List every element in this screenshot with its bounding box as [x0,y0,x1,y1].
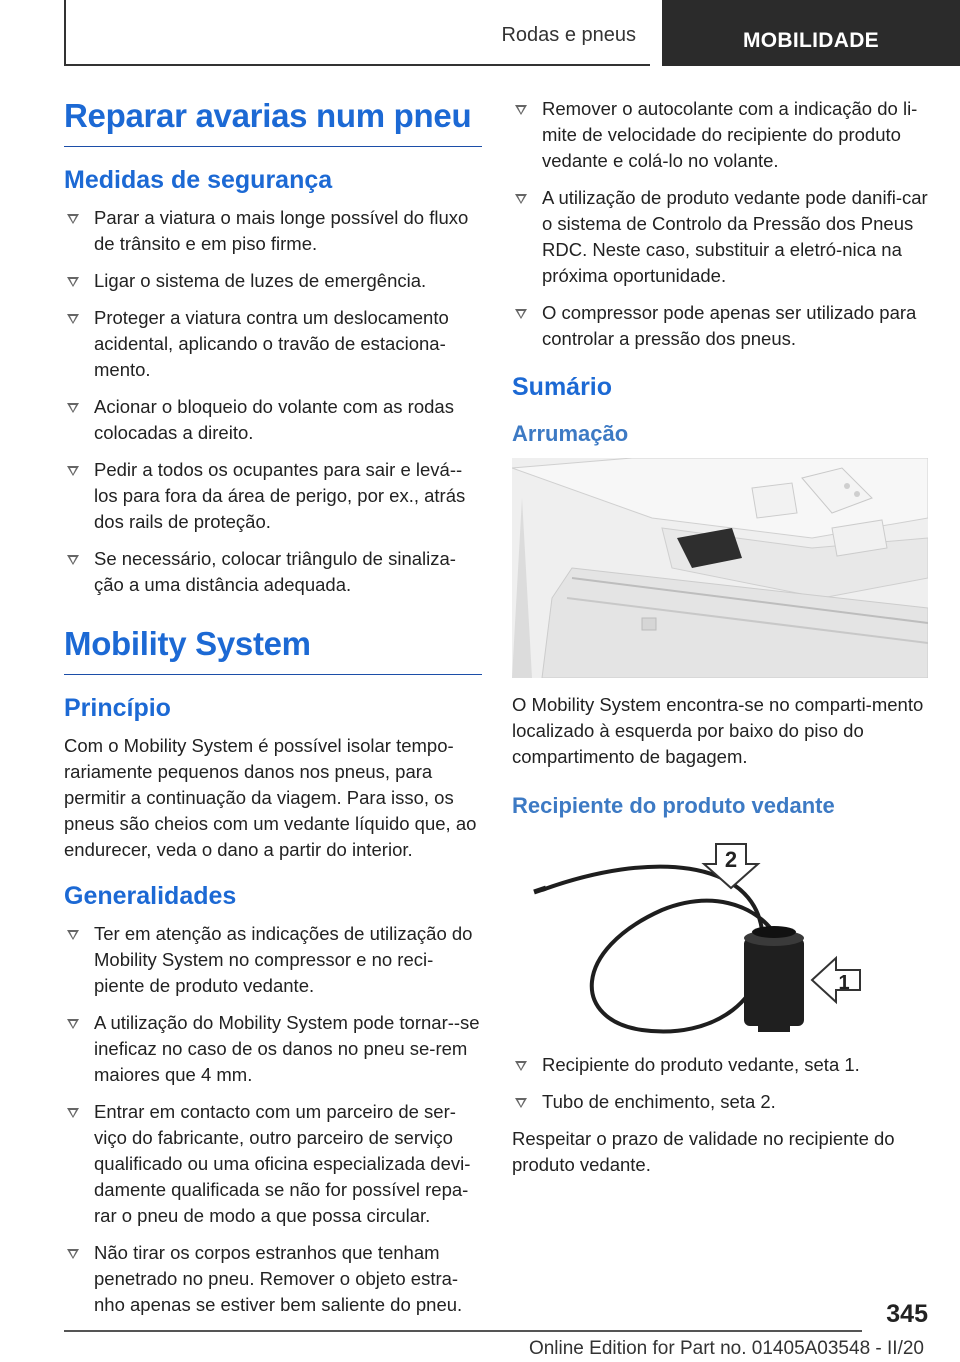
list-item: Ligar o sistema de luzes de emergência. [64,268,482,294]
arrow-1-label: 1 [838,972,850,994]
left-column [64,96,482,1329]
triangle-bullet-icon [515,1098,527,1108]
list-item: A utilização de produto vedante pode danifi-car o sistema de Controlo da Pressão dos Pneus RDC. Neste caso, substituir a eletró-nica na próxima oportunidade. [512,185,928,289]
triangle-bullet-icon [67,930,79,940]
triangle-bullet-icon [515,309,527,319]
sealant-container-diagram [512,830,928,1040]
footer-rule [64,1330,862,1332]
list-item: Não tirar os corpos estranhos que tenham penetrado no pneu. Remover o objeto estra-nho apenas se estiver bem saliente do pneu. [64,1240,482,1318]
list-item: Se necessário, colocar triângulo de sinaliza-ção a uma distância adequada. [64,546,482,598]
triangle-bullet-icon [67,1019,79,1029]
triangle-bullet-icon [67,1108,79,1118]
triangle-bullet-icon [67,1249,79,1259]
right-column [512,96,928,1188]
list-item: Remover o autocolante com a indicação do li-mite de velocidade do recipiente do produto vedante e colá-lo no volante. [512,96,928,174]
list-item: Parar a viatura o mais longe possível do fluxo de trânsito e em piso firme. [64,205,482,257]
list-generalidades [64,921,482,1318]
arrow-2-label: 2 [724,847,738,872]
heading-sumario: Sumário [512,373,613,401]
list-item: O compressor pode apenas ser utilizado para controlar a pressão dos pneus. [512,300,928,352]
heading-arrumacao: Arrumação [512,421,629,446]
triangle-bullet-icon [67,277,79,287]
list-item: Recipiente do produto vedante, seta 1. [512,1052,928,1078]
heading-reparar-avarias: Reparar avarias num pneu [64,96,482,147]
heading-mobility-system: Mobility System [64,624,482,675]
header-chapter-tab: MOBILIDADE [662,0,960,66]
arrow-1-icon [812,958,860,1002]
list-item: Pedir a todos os ocupantes para sair e levá--los para fora da área de perigo, por ex., atrás dos rails de proteção. [64,457,482,535]
heading-principio: Princípio [64,694,171,722]
triangle-bullet-icon [67,555,79,565]
header-bottom-rule [64,64,650,66]
sealant-container-illustration [512,830,928,1040]
trunk-storage-photo [512,458,928,678]
header-section-title: Rodas e pneus [501,24,636,46]
list-item: Tubo de enchimento, seta 2. [512,1089,928,1115]
list-item: A utilização do Mobility System pode tornar--se ineficaz no caso de os danos no pneu se-rem maiores que 4 mm. [64,1010,482,1088]
list-seguranca [64,205,482,598]
list-item: Acionar o bloqueio do volante com as rodas colocadas a direito. [64,394,482,446]
triangle-bullet-icon [515,105,527,115]
page-number: 345 [886,1300,928,1328]
triangle-bullet-icon [67,314,79,324]
trunk-storage-illustration [512,458,928,678]
heading-generalidades: Generalidades [64,882,237,910]
list-item: Ter em atenção as indicações de utilização do Mobility System no compressor e no reci-piente de produto vedante. [64,921,482,999]
paragraph-validade: Respeitar o prazo de validade no recipiente do produto vedante. [512,1128,895,1175]
triangle-bullet-icon [515,1061,527,1071]
list-item: Entrar em contacto com um parceiro de ser-viço do fabricante, outro parceiro de serviço qualificado ou uma oficina especializada devi-damente qualificada se não for possível repa-rar o pneu de modo a que possa circular. [64,1099,482,1229]
triangle-bullet-icon [515,194,527,204]
footer-edition: Online Edition for Part no. 01405A03548 - II/20 [528,1338,924,1359]
arrow-2-icon [704,844,758,888]
list-recipiente [512,1052,928,1115]
header-left-rule [64,0,66,66]
triangle-bullet-icon [67,466,79,476]
paragraph-arrumacao: O Mobility System encontra-se no comparti-mento localizado à esquerda por baixo do piso do compartimento de bagagem. [512,694,924,767]
heading-recipiente: Recipiente do produto vedante [512,793,835,818]
triangle-bullet-icon [67,403,79,413]
list-avisos [512,96,928,352]
paragraph-principio: Com o Mobility System é possível isolar tempo-rariamente pequenos danos nos pneus, para permitir a continuação da viagem. Para isso, os pneus são cheios com um vedante líquido que, ao endurecer, veda o dano a partir do interior. [64,735,477,860]
list-item: Proteger a viatura contra um deslocamento acidental, aplicando o travão de estaciona-mento. [64,305,482,383]
heading-medidas-seguranca: Medidas de segurança [64,166,333,194]
triangle-bullet-icon [67,214,79,224]
page-header [0,0,960,66]
